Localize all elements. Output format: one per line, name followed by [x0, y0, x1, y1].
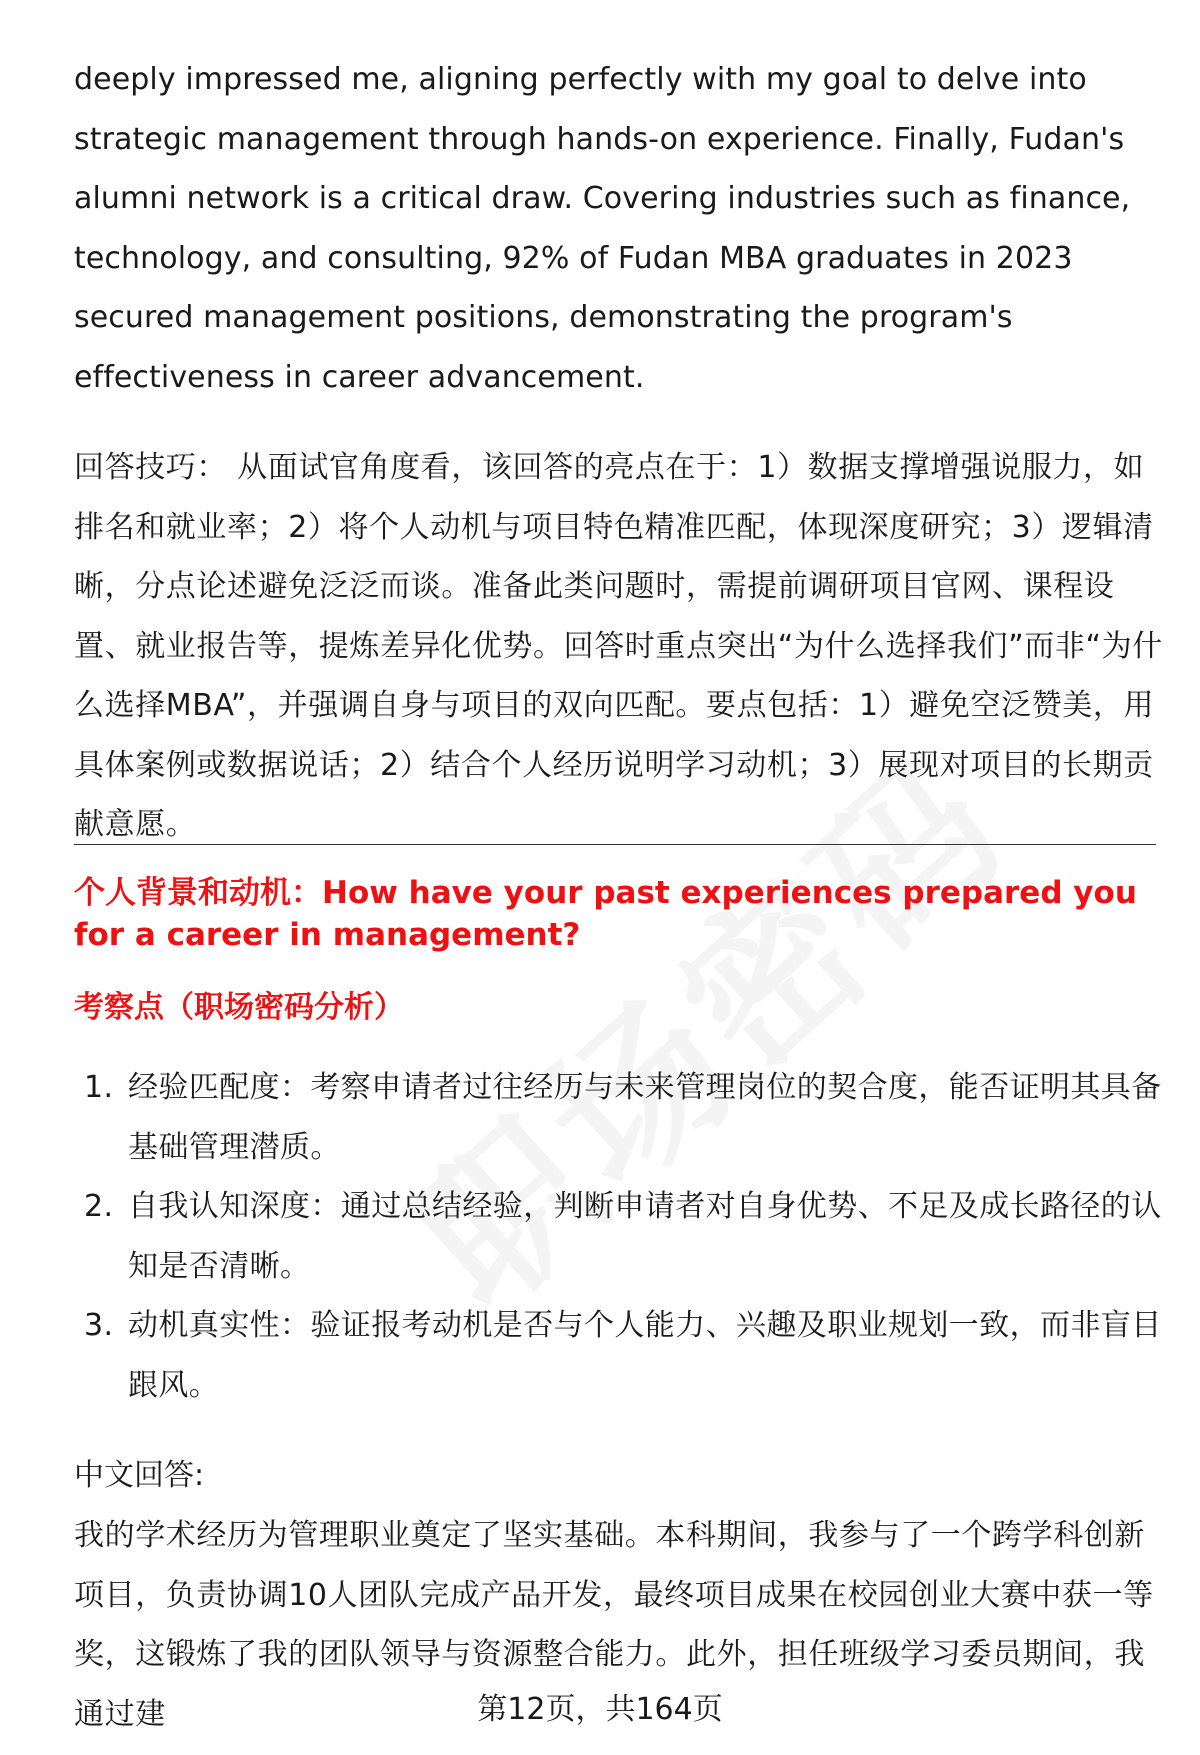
- list-item-text: 经验匹配度：考察申请者过往经历与未来管理岗位的契合度，能否证明其具备基础管理潜质。: [128, 1070, 1162, 1165]
- list-item-number: 3.: [84, 1308, 114, 1343]
- answer-tips-paragraph: 回答技巧： 从面试官角度看，该回答的亮点在于：1）数据支撑增强说服力，如排名和就业率；2）将个人动机与项目特色精准匹配，体现深度研究；3）逻辑清晰，分点论述避免泛泛而谈。准备此类问题时，需提前调研项目官网、课程设置、就业报告等，提炼差异化优势。回答时重点突出“为什么选择我们”而非“为什么选择MBA”，并强调自身与项目的双向匹配。要点包括：1）避免空泛赞美，用具体案例或数据说话；2）结合个人经历说明学习动机；3）展现对项目的长期贡献意愿。: [74, 450, 1163, 842]
- question-heading: 个人背景和动机：How have your past experiences prepared you for a career in management?: [74, 875, 1137, 953]
- page-number: 第12页，共164页: [477, 1692, 723, 1727]
- list-item-number: 2.: [84, 1189, 114, 1224]
- chinese-answer-label: 中文回答:: [74, 1458, 205, 1493]
- list-item: [74, 1058, 1164, 1177]
- chinese-answer-paragraph: 我的学术经历为管理职业奠定了坚实基础。本科期间，我参与了一个跨学科创新项目，负责协调10人团队完成产品开发，最终项目成果在校园创业大赛中获一等奖，这锻炼了我的团队领导与资源整合能力。此外，担任班级学习委员期间，我通过建: [74, 1518, 1154, 1732]
- list-item-number: 1.: [84, 1070, 114, 1105]
- list-item-text: 动机真实性：验证报考动机是否与个人能力、兴趣及职业规划一致，而非盲目跟风。: [128, 1308, 1162, 1403]
- assessment-points-list: [74, 1058, 1164, 1415]
- list-item: [74, 1177, 1164, 1296]
- section-divider: [74, 844, 1156, 845]
- list-item-text: 自我认知深度：通过总结经验，判断申请者对自身优势、不足及成长路径的认知是否清晰。: [128, 1189, 1162, 1284]
- list-item: [74, 1296, 1164, 1415]
- analysis-subheading: 考察点（职场密码分析）: [74, 990, 404, 1025]
- english-answer-paragraph: deeply impressed me, aligning perfectly with my goal to delve into strategic management through hands-on experience. Finally, Fudan's alumni network is a critical draw. Covering industries such as finance, technology, and consulting, 92% of Fudan MBA graduates in 2023 secured management positions, demonstrating the program's effectiveness in career advancement.: [74, 62, 1131, 395]
